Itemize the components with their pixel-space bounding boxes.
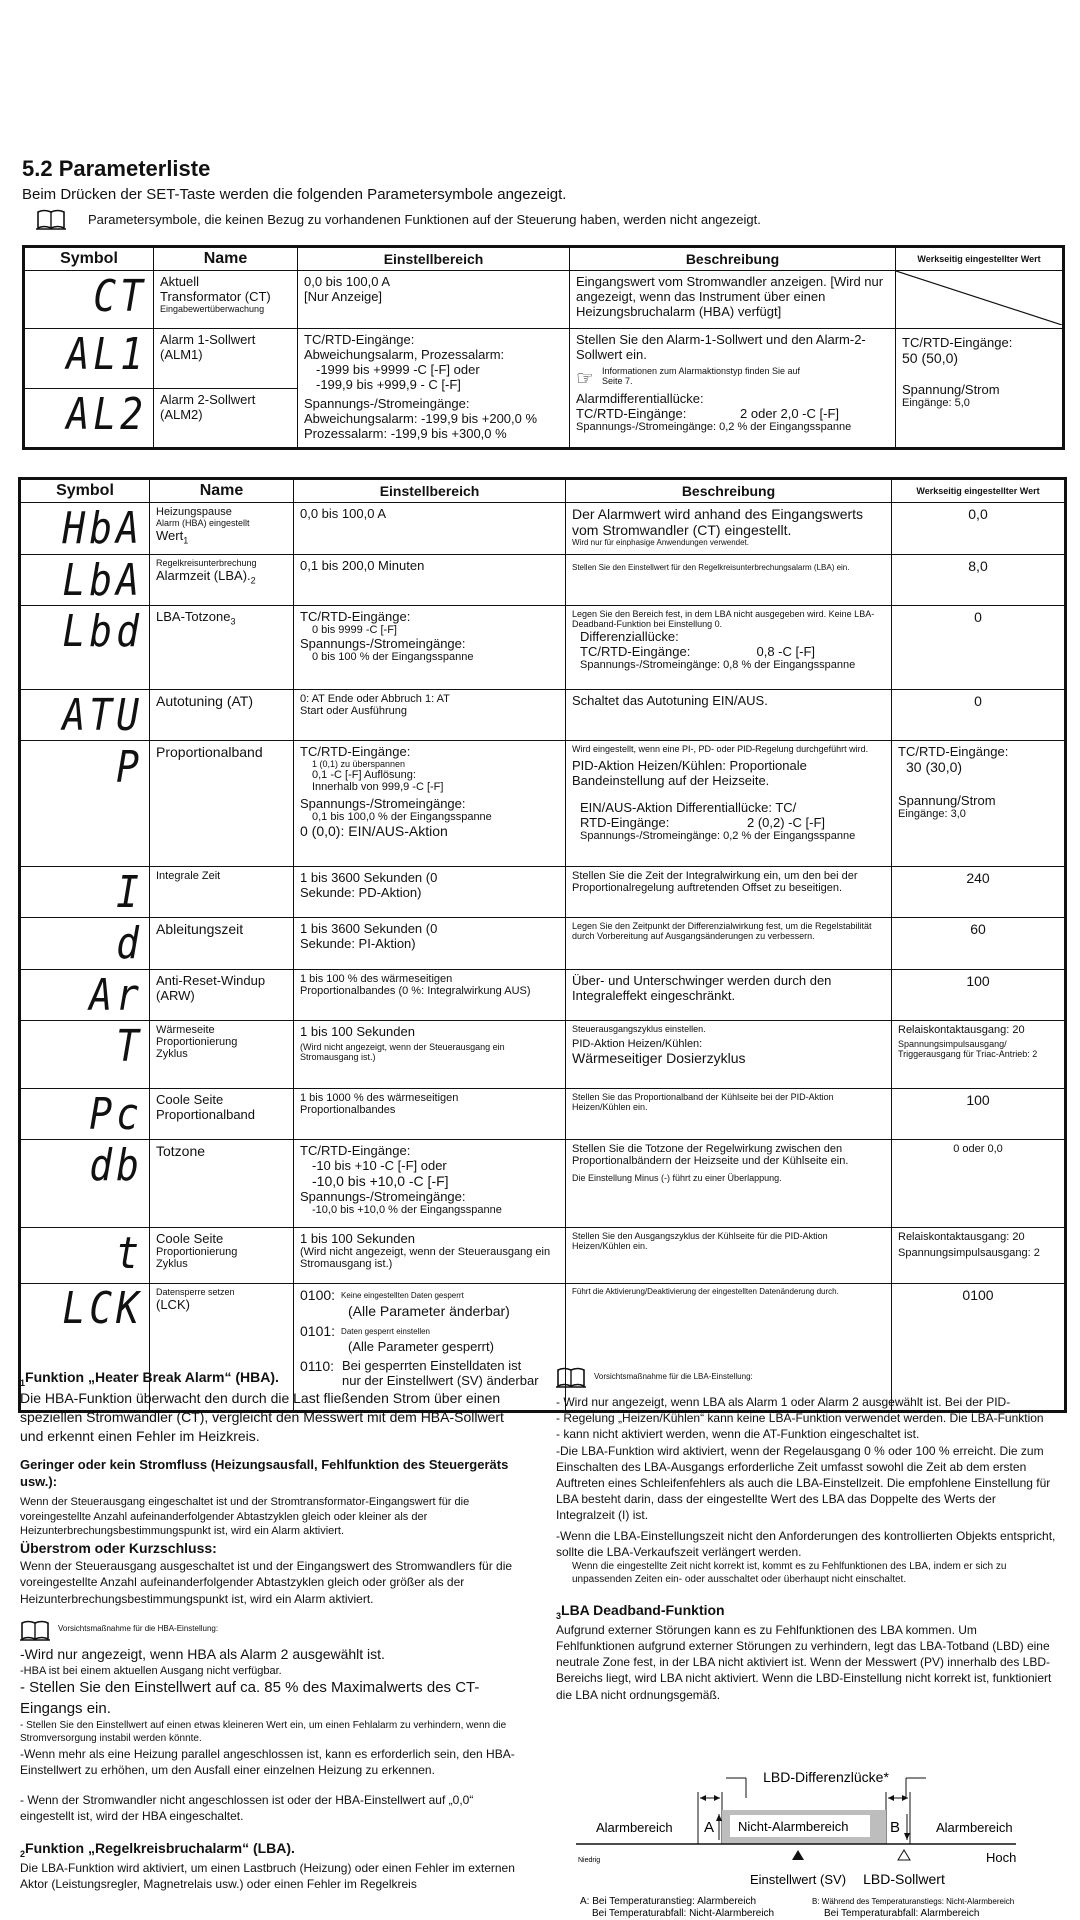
top-note-text: Parametersymbole, die keinen Bezug zu vorhandenen Funktionen auf der Steuerung haben, werden nicht angezeigt. <box>88 211 761 227</box>
hba-note-item: -Wenn mehr als eine Heizung parallel angeschlossen ist, kann es erforderlich sein, den HBA-Einstellwert zu erhöhen, um den Ausfall einer einzelnen Heizung zu erkennen. <box>20 1746 515 1778</box>
lba-note-item: - Wird nur angezeigt, wenn LBA als Alarm 1 oder Alarm 2 ausgewählt ist. Bei der PID- <box>556 1395 1011 1409</box>
param-symbol: T <box>116 1020 143 1072</box>
header-description: Beschreibung <box>570 247 896 271</box>
footnote-ref: 2 <box>20 1848 26 1859</box>
lba-note-item: -Wenn die LBA-Einstellungszeit nicht den Anforderungen des kontrollierten Objekts entspricht, sollte die LBA-Verkaufszeit verlängert werden. <box>556 1528 1056 1559</box>
param-symbol: HbA <box>62 502 143 554</box>
param-range: TC/RTD-Eingänge: <box>300 609 411 624</box>
section-title: 5.2 Parameterliste <box>22 156 211 181</box>
param-desc: Spannungs-/Stromeingänge: 0,2 % der Eingangsspanne <box>576 421 852 433</box>
param-default: 30 (30,0) <box>906 759 963 775</box>
legend-a-1: A: Bei Temperaturanstieg: Alarmbereich <box>580 1896 757 1907</box>
param-symbol: LCK <box>62 1282 143 1334</box>
param-range: -1999 bis +9999 -C [-F] oder -199,9 bis +999,9 - C [-F] <box>316 362 480 392</box>
heading-hba: Funktion „Heater Break Alarm“ (HBA). <box>25 1369 279 1385</box>
header-name: Name <box>154 247 298 271</box>
param-range: -10 bis +10 -C [-F] oder <box>312 1158 447 1173</box>
diagonal-line <box>896 271 1062 325</box>
param-desc: 2 (0,2) -C [-F] <box>746 815 825 830</box>
param-symbol: P <box>116 741 143 793</box>
param-range: TC/RTD-Eingänge: Abweichungsalarm, Prozessalarm: <box>304 332 505 362</box>
param-range: 0,1 bis 100,0 % der Eingangsspanne <box>312 811 492 823</box>
param-name: Alarm (HBA) eingestellt <box>156 518 250 528</box>
heading-overcurrent: Überstrom oder Kurzschluss: <box>20 1540 217 1557</box>
param-default: Spannung/Strom <box>902 382 1000 397</box>
param-desc: Der Alarmwert wird anhand des Eingangswerts vom Stromwandler (CT) eingestellt. <box>572 506 864 538</box>
param-default: 50 (50,0) <box>902 350 959 366</box>
hba-note-item: - Stellen Sie den Einstellwert auf einen etwas kleineren Wert ein, um einen Fehlalarm zu verhindern, wenn die Stromversorgung instabil werden könnte. <box>20 1719 507 1745</box>
heading-low-current: Geringer oder kein Stromfluss (Heizungsausfall, Fehlfunktion des Steuergeräts usw.): <box>20 1456 509 1490</box>
param-name: Coole Seite <box>156 1231 224 1246</box>
param-range: 0 bis 100 % der Eingangsspanne <box>312 651 474 663</box>
param-range: 1 bis 100 % des wärmeseitigen Proportionalbandes (0 %: Integralwirkung AUS) <box>294 970 566 1021</box>
lock-code: 0101: <box>300 1323 336 1339</box>
lbd-marker <box>898 1850 910 1860</box>
param-desc: TC/RTD-Eingänge: <box>576 406 687 421</box>
table-row <box>20 918 1066 970</box>
lba-note-title: Vorsichtsmaßnahme für die LBA-Einstellung: <box>594 1371 753 1381</box>
hba-note-item: -HBA ist bei einem aktuellen Ausgang nicht verfügbar. <box>20 1664 282 1677</box>
alarm-left-label: Alarmbereich <box>596 1820 673 1835</box>
param-desc: PID-Aktion Heizen/Kühlen: Proportionale Bandeinstellung auf der Heizseite. <box>572 758 807 788</box>
param-range: 1 bis 3600 Sekunden (0 Sekunde: PI-Aktion) <box>294 918 566 970</box>
param-desc: 0,8 -C [-F] <box>756 644 815 659</box>
param-symbol: I <box>116 866 143 918</box>
param-default: Relaiskontaktausgang: 20 <box>898 1024 1025 1036</box>
param-default: 0 oder 0,0 <box>892 1140 1066 1228</box>
param-name: Ableitungszeit <box>150 918 294 970</box>
param-default: 0 <box>892 690 1066 741</box>
legend-a-2: Bei Temperaturabfall: Nicht-Alarmbereich <box>592 1908 775 1919</box>
param-symbol: t <box>116 1227 143 1279</box>
param-desc: Differenziallücke: <box>580 629 679 644</box>
param-desc: Schaltet das Autotuning EIN/AUS. <box>566 690 892 741</box>
table-row <box>24 271 1064 329</box>
intro-text: Beim Drücken der SET-Taste werden die folgenden Parametersymbole angezeigt. <box>22 186 567 203</box>
param-desc: PID-Aktion Heizen/Kühlen: <box>572 1038 703 1050</box>
param-symbol: Pc <box>89 1088 143 1140</box>
default-empty <box>896 271 1064 329</box>
header-symbol: Symbol <box>24 247 154 271</box>
param-symbol: LbA <box>62 554 143 606</box>
lock-code-desc: Bei gesperrten Einstelldaten ist nur der Einstellwert (SV) änderbar <box>342 1358 539 1388</box>
footnote-ref: 1 <box>20 1377 26 1388</box>
book-icon <box>36 208 66 230</box>
non-alarm-label: Nicht-Alarmbereich <box>738 1819 849 1834</box>
param-default: Eingänge: 5,0 <box>902 397 970 409</box>
lba-note-item: - kann nicht aktiviert werden, wenn die AT-Funktion eingeschaltet ist. <box>556 1427 920 1442</box>
param-desc: Stellen Sie den Einstellwert für den Regelkreisunterbrechungsalarm (LBA) ein. <box>566 555 892 606</box>
param-default: 0 <box>892 606 1066 690</box>
param-name: Proportionierung Zyklus <box>156 1246 238 1270</box>
param-name: Datensperre setzen <box>156 1287 235 1297</box>
low-current-text: Wenn der Steuerausgang eingeschaltet ist und der Stromtransformator-Eingangswert für die voreingestellte Anzahl aufeinanderfolgender Abtastzyklen gleich oder kleiner als der Heizunterbrechungsbestimmungspunkt ist, wird ein Alarm aktiviert. <box>20 1495 470 1538</box>
hba-body: Die HBA-Funktion überwacht den durch die Last fließenden Strom über einen speziellen Stromwandler (CT), vergleicht den Messwert mit dem HBA-Sollwert und erkennt einen Fehler im Heizkreis. <box>20 1389 504 1444</box>
param-desc: Legen Sie den Bereich fest, in dem LBA nicht ausgegeben wird. Keine LBA-Deadband-Funktion bei Einstellung 0. <box>572 609 875 629</box>
param-range: 0: AT Ende oder Abbruch 1: AT Start oder Ausführung <box>294 690 566 741</box>
table-row <box>20 503 1066 555</box>
footnote-ref: 3 <box>556 1610 562 1621</box>
param-default: 8,0 <box>892 555 1066 606</box>
param-default: 100 <box>892 1089 1066 1140</box>
book-icon <box>556 1366 586 1388</box>
footnote-ref: 3 <box>230 616 236 627</box>
param-desc: Stellen Sie die Totzone der Regelwirkung zwischen den Proportionalbändern der Heizseite und der Kühlseite ein. <box>572 1143 849 1167</box>
param-range: 1 (0,1) zu überspannen <box>312 759 406 769</box>
param-name: (LCK) <box>156 1297 190 1312</box>
param-name: Alarmzeit (LBA). <box>156 568 251 583</box>
param-range: (Wird nicht angezeigt, wenn der Steuerausgang ein Stromausgang ist.) <box>300 1246 551 1270</box>
param-desc: 2 oder 2,0 -C [-F] <box>740 406 839 421</box>
param-default: TC/RTD-Eingänge: <box>898 744 1009 759</box>
param-desc: Spannungs-/Stromeingänge: 0,2 % der Eingangsspanne <box>580 830 856 842</box>
param-default: Spannungsimpulsausgang/ Triggerausgang für Triac-Antrieb: 2 <box>898 1039 1038 1059</box>
param-symbol: Ar <box>89 969 143 1021</box>
param-name: Wert <box>156 528 184 543</box>
param-symbol: AL2 <box>66 388 147 440</box>
table-row <box>20 1021 1066 1089</box>
alarm-right-label: Alarmbereich <box>936 1820 1013 1835</box>
param-desc: Steuerausgangszyklus einstellen. <box>572 1024 706 1034</box>
table-row <box>20 1228 1066 1284</box>
param-name: Alarm 1-Sollwert (ALM1) <box>154 329 298 389</box>
param-desc: Alarmdifferentiallücke: <box>576 391 704 406</box>
param-default: Relaiskontaktausgang: 20 <box>898 1231 1025 1243</box>
param-name: LBA-Totzone <box>156 609 231 624</box>
lock-code-desc: (Alle Parameter änderbar) <box>348 1303 510 1319</box>
param-default: Spannungsimpulsausgang: 2 <box>898 1247 1040 1259</box>
header-default: Werkseitig eingestellter Wert <box>896 247 1064 271</box>
param-name: Transformator (CT) <box>160 289 271 304</box>
lbd-label: LBD-Sollwert <box>863 1871 945 1887</box>
lba-note-item: Wenn die eingestellte Zeit nicht korrekt ist, kommt es zu Fehlfunktionen des LBA, indem er sich zu unpassenden Zeiten ein- oder ausschaltet oder überhaupt nicht einschaltet. <box>572 1560 1007 1586</box>
top-note <box>36 208 761 230</box>
param-range: TC/RTD-Eingänge: <box>300 1143 411 1158</box>
table-row <box>20 867 1066 918</box>
header-default: Werkseitig eingestellter Wert <box>892 479 1066 503</box>
param-name: Heizungspause <box>156 506 232 518</box>
lba-note-item: - Regelung „Heizen/Kühlen“ kann keine LBA-Funktion verwendet werden. Die LBA-Funktion <box>556 1411 1044 1426</box>
param-desc: Legen Sie den Zeitpunkt der Differenzialwirkung fest, um die Regelstabilität durch Vorbereitung auf Ausgangsänderungen zu verbessern. <box>566 918 892 970</box>
param-desc: Wird nur für einphasige Anwendungen verwendet. <box>572 538 749 547</box>
lba-note-item: -Die LBA-Funktion wird aktiviert, wenn der Regelausgang 0 % oder 100 % erreicht. Die zum Einschalten des LBA-Ausgangs erforderliche Zeit umfasst sowohl die Zeit ab dem ersten Auftreten eines Schleifenfehlers als auch die LBA-Einstellzeit. Die empfohlene Einstellung für LBA besteht darin, dass der eingestellte Wert des LBA das Doppelte des Werts der Integralzeit (I) ist. <box>556 1443 1051 1523</box>
param-symbol: CT <box>93 270 147 322</box>
param-desc: Stellen Sie den Ausgangszyklus der Kühlseite für die PID-Aktion Heizen/Kühlen ein. <box>566 1228 892 1284</box>
param-range: 0 bis 9999 -C [-F] <box>312 624 397 636</box>
footnote-ref: 1 <box>183 535 189 546</box>
param-desc: Stellen Sie die Zeit der Integralwirkung ein, um den bei der Proportionalregelung auftretenden Offset zu beseitigen. <box>566 867 892 918</box>
zone-b-label: B <box>890 1819 901 1836</box>
lock-code: 0100: <box>300 1287 336 1303</box>
header-range: Einstellbereich <box>294 479 566 503</box>
left-column <box>20 1368 520 1892</box>
param-desc: Über- und Unterschwinger werden durch den Integraleffekt eingeschränkt. <box>566 970 892 1021</box>
param-default: 100 <box>892 970 1066 1021</box>
param-default: 240 <box>892 867 1066 918</box>
lbd-gap-label: LBD-Differenzlücke* <box>763 1769 889 1785</box>
param-name: Autotuning (AT) <box>150 690 294 741</box>
table-row <box>20 690 1066 741</box>
zone-a-label: A <box>704 1819 715 1836</box>
param-range: TC/RTD-Eingänge: <box>300 744 411 759</box>
param-symbol: ATU <box>62 689 143 741</box>
high-label: Hoch <box>986 1850 1017 1865</box>
table-row <box>20 1140 1066 1228</box>
param-desc: Eingangswert vom Stromwandler anzeigen. [Wird nur angezeigt, wenn das Instrument über einen Heizungsbruchalarm (HBA) verfügt] <box>570 271 896 329</box>
param-range: 0,0 bis 100,0 A <box>294 503 566 555</box>
table-row <box>20 1089 1066 1140</box>
lock-code: 0110: <box>300 1358 334 1374</box>
param-default: 0,0 <box>892 503 1066 555</box>
param-range: Spannungs-/Stromeingänge: <box>300 796 466 811</box>
legend-b-1: B: Während des Temperaturanstiegs: Nicht-Alarmbereich <box>812 1897 1015 1906</box>
param-name: Aktuell <box>160 274 200 289</box>
param-name: Proportionalband <box>150 741 294 867</box>
param-range: 1 bis 100 Sekunden <box>300 1231 415 1246</box>
param-name: Eingabewertüberwachung <box>160 304 265 314</box>
pointing-hand-icon: ☞ <box>576 368 594 390</box>
param-symbol: Lbd <box>62 605 143 657</box>
param-range: Spannungs-/Stromeingänge: <box>300 1189 466 1204</box>
sv-label: Einstellwert (SV) <box>749 1872 847 1887</box>
param-desc: Führt die Aktivierung/Deaktivierung der eingestellten Datenänderung durch. <box>566 1284 892 1412</box>
param-range: 0,0 bis 100,0 A [Nur Anzeige] <box>298 271 570 329</box>
param-name: Integrale Zeit <box>150 867 294 918</box>
lock-code-desc: Daten gesperrt einstellen <box>341 1327 430 1336</box>
table-row <box>20 606 1066 690</box>
param-desc: RTD-Eingänge: <box>580 815 670 830</box>
param-desc: EIN/AUS-Aktion Differentiallücke: TC/ <box>580 800 797 815</box>
table-row <box>20 970 1066 1021</box>
param-name: Totzone <box>150 1140 294 1228</box>
param-range: 1 bis 100 Sekunden <box>300 1024 415 1039</box>
overcurrent-text: Wenn der Steuerausgang ausgeschaltet ist und der Eingangswert des Stromwandlers für die voreingestellte Anzahl aufeinanderfolgender Abtastzyklen gleich oder größer als der Heizunterbrechungsbestimmungspunkt ist, wird ein Alarm aktiviert. <box>20 1559 513 1606</box>
param-default: TC/RTD-Eingänge: <box>902 335 1013 350</box>
hba-note-item: -Wird nur angezeigt, wenn HBA als Alarm 2 ausgewählt ist. <box>20 1645 385 1662</box>
param-desc: Wärmeseitiger Dosierzyklus <box>572 1050 746 1066</box>
param-name: Regelkreisunterbrechung <box>156 558 257 568</box>
book-icon <box>20 1619 50 1641</box>
param-range: Spannungs-/Stromeingänge: Abweichungsalarm: -199,9 bis +200,0 % Prozessalarm: -199,9 bis +300,0 % <box>304 396 538 441</box>
heading-lbd: LBA Deadband-Funktion <box>561 1601 725 1618</box>
heading-lba: Funktion „Regelkreisbruchalarm“ (LBA). <box>25 1839 295 1856</box>
param-desc: TC/RTD-Eingänge: <box>580 644 691 659</box>
footnote-ref: 2 <box>250 575 256 586</box>
param-default: Eingänge: 3,0 <box>898 808 966 820</box>
param-desc-note: Informationen zum Alarmaktionstyp finden Sie auf Seite 7. <box>601 366 801 386</box>
param-range: Spannungs-/Stromeingänge: <box>300 636 466 651</box>
param-range: 1 bis 3600 Sekunden (0 Sekunde: PD-Aktion) <box>294 867 566 918</box>
lbd-body: Aufgrund externer Störungen kann es zu Fehlfunktionen des LBA kommen. Um Fehlfunktionen aufgrund externer Störungen zu verhindern, legt das LBA-Totband (LBD) eine neutrale Zone fest, in der LBA nicht aktiviert ist. Wenn der Messwert (PV) innerhalb des LBD-Bereichs liegt, wird LBA nicht aktiviert. Wenn die LBD-Einstellung nicht korrekt ist, funktioniert die LBA nicht ordnungsgemäß. <box>556 1622 1052 1702</box>
param-desc: Stellen Sie den Alarm-1-Sollwert und den Alarm-2-Sollwert ein. <box>576 332 866 362</box>
header-range: Einstellbereich <box>298 247 570 271</box>
table-row <box>20 555 1066 606</box>
param-range: 0 (0,0): EIN/AUS-Aktion <box>300 823 448 839</box>
sv-marker <box>792 1850 804 1860</box>
param-name: Coole Seite Proportionalband <box>150 1089 294 1140</box>
param-desc: Stellen Sie das Proportionalband der Kühlseite bei der PID-Aktion Heizen/Kühlen ein. <box>566 1089 892 1140</box>
lock-code-desc: (Alle Parameter gesperrt) <box>348 1339 494 1354</box>
param-range: -10,0 bis +10,0 % der Eingangsspanne <box>312 1204 502 1216</box>
param-desc: Wird eingestellt, wenn eine PI-, PD- oder PID-Regelung durchgeführt wird. <box>572 744 869 754</box>
parameter-table-1 <box>22 245 1065 450</box>
header-description: Beschreibung <box>566 479 892 503</box>
header-symbol: Symbol <box>20 479 150 503</box>
hba-note-item: - Stellen Sie den Einstellwert auf ca. 85 % des Maximalwerts des CT-Eingangs ein. <box>20 1679 480 1717</box>
header-name: Name <box>150 479 294 503</box>
lock-code-desc: Keine eingestellten Daten gesperrt <box>341 1291 464 1300</box>
param-name: Anti-Reset-Windup (ARW) <box>150 970 294 1021</box>
low-label: Niedrig <box>578 1857 601 1864</box>
table-row <box>24 329 1064 389</box>
lbd-diagram <box>576 1768 1046 1920</box>
hba-note-item: - Wenn der Stromwandler nicht angeschlossen ist oder der HBA-Einstellwert auf „0,0“ eingestellt ist, wird der HBA eingeschaltet. <box>20 1793 474 1824</box>
legend-b-2: Bei Temperaturabfall: Alarmbereich <box>824 1908 980 1919</box>
param-symbol: db <box>89 1139 143 1191</box>
hba-note-title: Vorsichtsmaßnahme für die HBA-Einstellung: <box>58 1624 219 1634</box>
param-range: 0,1 bis 200,0 Minuten <box>294 555 566 606</box>
param-symbol: d <box>116 917 143 969</box>
param-name: Wärmeseite Proportionierung Zyklus <box>150 1021 294 1089</box>
table-row <box>20 741 1066 867</box>
parameter-table-2 <box>18 477 1067 1413</box>
param-default: 60 <box>892 918 1066 970</box>
param-default: Spannung/Strom <box>898 793 996 808</box>
param-range: (Wird nicht angezeigt, wenn der Steuerausgang ein Stromausgang ist.) <box>300 1042 505 1062</box>
param-range: -10,0 bis +10,0 -C [-F] <box>312 1173 449 1189</box>
param-default: 0100 <box>892 1284 1066 1412</box>
param-desc: Spannungs-/Stromeingänge: 0,8 % der Eingangsspanne <box>580 659 856 671</box>
param-range: 1 bis 1000 % des wärmeseitigen Proportionalbandes <box>294 1089 566 1140</box>
param-symbol: AL1 <box>66 328 147 380</box>
param-desc: Die Einstellung Minus (-) führt zu einer Überlappung. <box>572 1173 782 1183</box>
lba-body: Die LBA-Funktion wird aktiviert, um einen Lastbruch (Heizung) oder einen Fehler im externen Aktor (Leistungsregler, Magnetrelais usw.) oder einen Fehler im Regelkreis <box>20 1860 515 1891</box>
param-name: Alarm 2-Sollwert (ALM2) <box>154 389 298 449</box>
right-column <box>556 1366 1056 1703</box>
param-range: 0,1 -C [-F] Auflösung: Innerhalb von 999,9 -C [-F] <box>312 769 444 793</box>
